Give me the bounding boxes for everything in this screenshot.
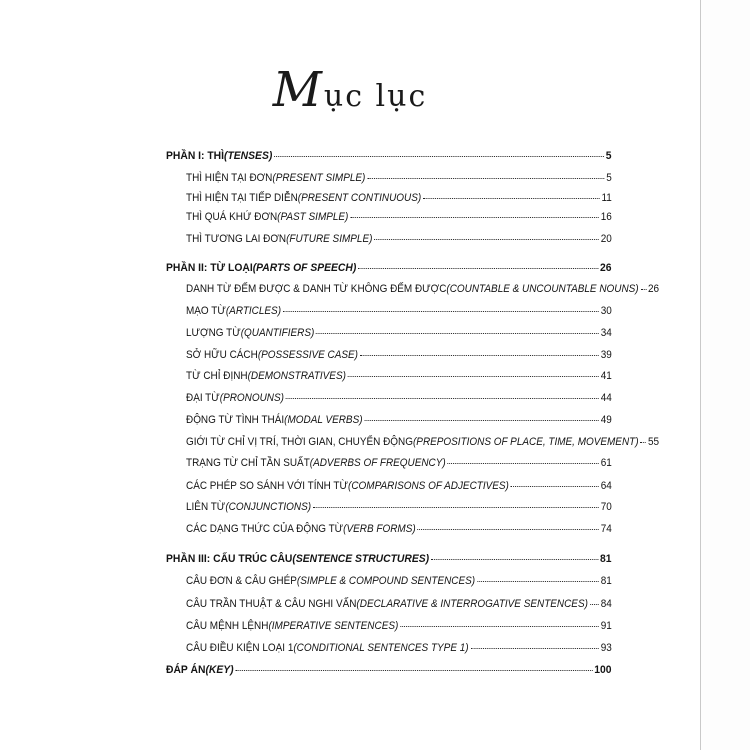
toc-page-number: 41 [600,370,612,382]
toc-leader-dots [448,463,599,464]
toc-label: THÌ TƯƠNG LAI ĐƠN [186,233,287,245]
toc-label: PHẦN II: TỪ LOẠI [166,262,253,274]
toc-entry [186,480,612,494]
toc-english: (PRONOUNS) [219,392,284,404]
toc-english: (COMPARISONS OF ADJECTIVES) [348,480,509,492]
toc-page-number: 11 [601,192,612,204]
toc-english: (ADVERBS OF FREQUENCY) [309,457,446,469]
toc-label: THÌ HIỆN TẠI ĐƠN [186,172,273,184]
toc-label: THÌ HIỆN TẠI TIẾP DIỄN [186,192,298,204]
toc-label: TỪ CHỈ ĐỊNH [186,370,248,382]
toc-english: (ARTICLES) [225,305,282,317]
toc-label: CÂU ĐƠN & CÂU GHÉP [186,575,297,587]
toc-leader-dots [286,398,599,399]
toc-leader-dots [374,239,599,240]
toc-english: (CONDITIONAL SENTENCES TYPE 1) [293,642,469,654]
toc-page-number: 39 [600,349,612,361]
toc-label: TRẠNG TỪ CHỈ TẦN SUẤT [186,457,310,469]
toc-label: ĐỘNG TỪ TÌNH THÁI [186,414,285,426]
title-initial: M [272,62,324,118]
toc-entry [186,523,612,537]
toc-label: CÁC DẠNG THỨC CỦA ĐỘNG TỪ [186,523,344,535]
toc-page-number: 20 [600,233,612,245]
toc-english: (DEMONSTRATIVES) [247,370,346,382]
toc-english: (QUANTIFIERS) [240,327,315,339]
toc-entry [186,575,612,589]
toc-english: (POSSESSIVE CASE) [257,349,358,361]
toc-leader-dots [477,581,599,582]
toc-page-number: 100 [594,664,612,676]
toc-page-number: 34 [600,327,612,339]
toc-page-number: 81 [600,575,612,587]
toc-english: (PARTS OF SPEECH) [252,262,357,274]
toc-entry [186,211,612,225]
toc-label: LƯỢNG TỪ [186,327,241,339]
toc-page-number: 84 [600,598,612,610]
toc-english: (FUTURE SIMPLE) [286,233,373,245]
toc-page-number: 93 [600,642,612,654]
toc-english: (COUNTABLE & UNCOUNTABLE NOUNS) [446,283,639,295]
toc-label: PHẦN I: THÌ [166,150,225,162]
toc-entry [186,392,612,406]
toc-page-number: 5 [605,150,612,162]
toc-english: (SENTENCE STRUCTURES) [292,553,430,565]
toc-label: SỞ HỮU CÁCH [186,349,258,361]
toc-leader-dots [590,604,599,605]
toc-leader-dots [431,559,598,560]
toc-english: (IMPERATIVE SENTENCES) [268,620,399,632]
toc-label: PHẦN III: CẤU TRÚC CÂU [166,553,293,565]
toc-label: ĐÁP ÁN [166,664,206,676]
toc-label: LIÊN TỪ [186,501,226,513]
page-title [0,62,700,118]
toc-leader-dots [640,442,646,443]
toc-leader-dots [367,178,604,179]
toc-leader-dots [313,507,599,508]
toc-entry [186,414,612,428]
toc-leader-dots [360,355,599,356]
toc-entry [186,327,612,341]
toc-label: MẠO TỪ [186,305,226,317]
toc-entry [186,370,612,384]
toc-page-number: 26 [648,283,660,295]
toc-english: (TENSES) [224,150,273,162]
toc-entry [186,192,612,206]
toc-entry [186,349,612,363]
title-rest: ục lục [323,79,428,114]
toc-label: ĐẠI TỪ [186,392,220,404]
toc-label: DANH TỪ ĐẾM ĐƯỢC & DANH TỪ KHÔNG ĐẾM ĐƯỢC [186,283,447,295]
toc-label: CÂU ĐIỀU KIỆN LOẠI 1 [186,642,294,654]
toc-page-number: 30 [600,305,612,317]
toc-page-number: 26 [600,262,612,274]
toc-english: (PREPOSITIONS OF PLACE, TIME, MOVEMENT) [412,436,639,448]
toc-page-number: 55 [647,436,660,448]
toc-leader-dots [418,529,599,530]
toc-leader-dots [236,670,593,671]
toc-english: (PAST SIMPLE) [277,211,349,223]
toc-section [166,664,612,678]
toc-leader-dots [316,333,599,334]
toc-leader-dots [348,376,599,377]
toc-label: CÁC PHÉP SO SÁNH VỚI TÍNH TỪ [186,480,349,492]
toc-entry [186,436,660,450]
toc-english: (PRESENT CONTINUOUS) [297,192,422,204]
toc-label: CÂU MỆNH LỆNH [186,620,269,632]
toc-english: (VERB FORMS) [343,523,416,535]
toc-leader-dots [350,217,599,218]
toc-leader-dots [400,626,599,627]
toc-english: (DECLARATIVE & INTERROGATIVE SENTENCES) [356,598,588,610]
toc-english: (SIMPLE & COMPOUND SENTENCES) [296,575,476,587]
toc-label: THÌ QUÁ KHỨ ĐƠN [186,211,278,223]
toc-english: (KEY) [205,664,234,676]
toc-section [166,553,612,567]
toc-leader-dots [511,486,599,487]
toc-english: (PRESENT SIMPLE) [272,172,366,184]
toc-entry [186,620,612,634]
toc-page-number: 74 [600,523,612,535]
toc-leader-dots [423,198,600,199]
toc-leader-dots [640,289,646,290]
toc-page-number: 16 [600,211,612,223]
toc-page-number: 64 [600,480,612,492]
toc-label: CÂU TRẦN THUẬT & CÂU NGHI VẤN [186,598,357,610]
toc-page-number: 44 [600,392,612,404]
toc-english: (MODAL VERBS) [284,414,363,426]
toc-entry [186,457,612,471]
toc-entry [186,233,612,247]
toc-leader-dots [283,311,599,312]
toc-page-number: 61 [600,457,612,469]
toc-entry [186,642,612,656]
toc-entry [186,501,612,515]
toc-english: (CONJUNCTIONS) [225,501,312,513]
toc-page-number: 81 [600,553,612,565]
toc-entry [186,172,612,186]
toc-page-number: 70 [600,501,612,513]
toc-leader-dots [364,420,598,421]
toc-label: GIỚI TỪ CHỈ VỊ TRÍ, THỜI GIAN, CHUYỂN ĐỘNG [186,436,413,448]
toc-entry [186,305,612,319]
toc-page-number: 49 [600,414,612,426]
page-edge [700,0,750,750]
toc-leader-dots [470,648,598,649]
toc-leader-dots [274,156,604,157]
toc-section [166,262,612,276]
toc-page-number: 91 [600,620,612,632]
toc-leader-dots [358,268,598,269]
toc-entry [186,283,660,297]
toc-entry [186,598,612,612]
toc-page-number: 5 [606,172,612,184]
toc-section [166,150,612,164]
